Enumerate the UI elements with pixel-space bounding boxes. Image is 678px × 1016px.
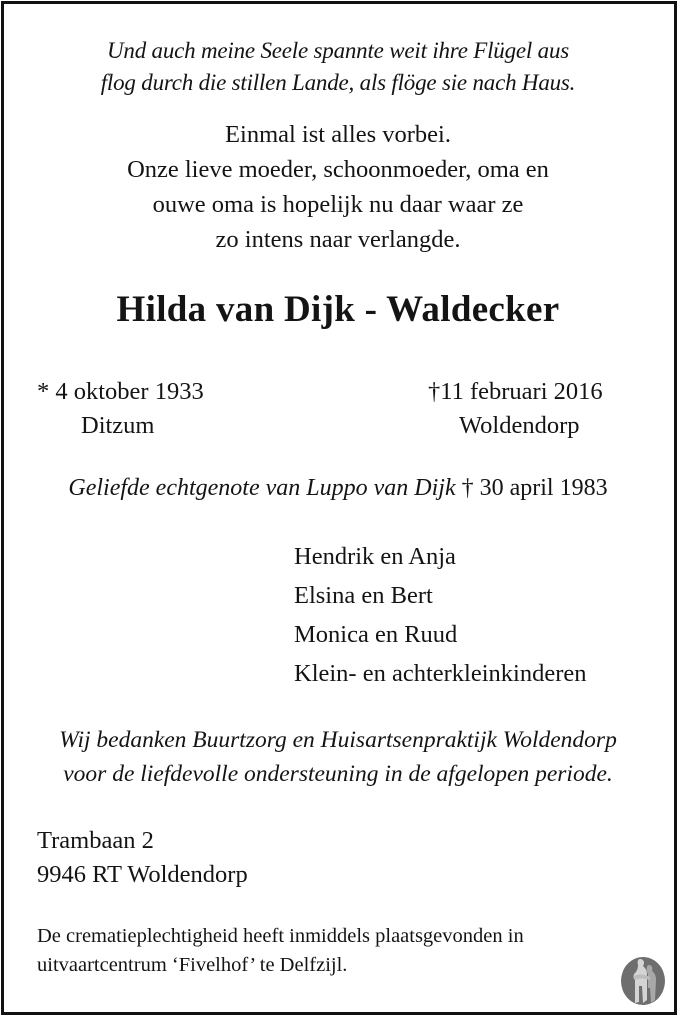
spouse-death: † 30 april 1983 xyxy=(461,475,608,501)
spouse-text: Geliefde echtgenote van Luppo van Dijk xyxy=(68,475,456,501)
address-street: Trambaan 2 xyxy=(37,827,154,854)
poem-line: Und auch meine Seele spannte weit ihre Flügel aus xyxy=(106,38,569,63)
family-member: Klein- en achterkleinkinderen xyxy=(294,660,587,687)
family-list xyxy=(294,537,587,693)
death-place: Woldendorp xyxy=(459,412,580,439)
death-symbol: † xyxy=(428,378,441,405)
family-member: Elsina en Bert xyxy=(294,582,433,609)
ceremony-note xyxy=(37,922,524,980)
poem-line: flog durch die stillen Lande, als flöge sie nach Haus. xyxy=(100,70,576,95)
memorial-logo-icon xyxy=(620,956,666,1006)
intro-line: Onze lieve moeder, schoonmoeder, oma en xyxy=(127,156,549,183)
thanks-line: voor de liefdevolle ondersteuning in de afgelopen periode. xyxy=(63,761,613,787)
ceremony-line: De crematieplechtigheid heeft inmiddels plaatsgevonden in xyxy=(37,925,524,947)
thanks-text xyxy=(0,723,676,791)
intro-line: zo intens naar verlangde. xyxy=(215,226,461,253)
family-member: Monica en Ruud xyxy=(294,621,458,648)
birth-date: 4 oktober 1933 xyxy=(55,378,204,405)
birth-symbol: * xyxy=(37,378,50,405)
birth-place: Ditzum xyxy=(81,412,155,439)
intro-line: ouwe oma is hopelijk nu daar waar ze xyxy=(152,191,524,218)
address-city: 9946 RT Woldendorp xyxy=(37,861,248,888)
address xyxy=(37,824,248,892)
birth-info xyxy=(37,375,204,443)
poem xyxy=(0,35,676,99)
birth-date-line xyxy=(37,375,204,409)
thanks-line: Wij bedanken Buurtzorg en Huisartsenpraktijk Woldendorp xyxy=(59,727,617,753)
ceremony-line: uitvaartcentrum ‘Fivelhof’ te Delfzijl. xyxy=(37,954,348,976)
spouse-line xyxy=(0,475,676,502)
intro-line: Einmal ist alles vorbei. xyxy=(225,121,451,148)
intro-text xyxy=(0,117,676,257)
family-member: Hendrik en Anja xyxy=(294,543,456,570)
death-info xyxy=(428,375,603,443)
death-date-line xyxy=(428,375,603,409)
deceased-name: Hilda van Dijk - Waldecker xyxy=(116,289,560,330)
death-date: 11 februari 2016 xyxy=(440,378,603,405)
